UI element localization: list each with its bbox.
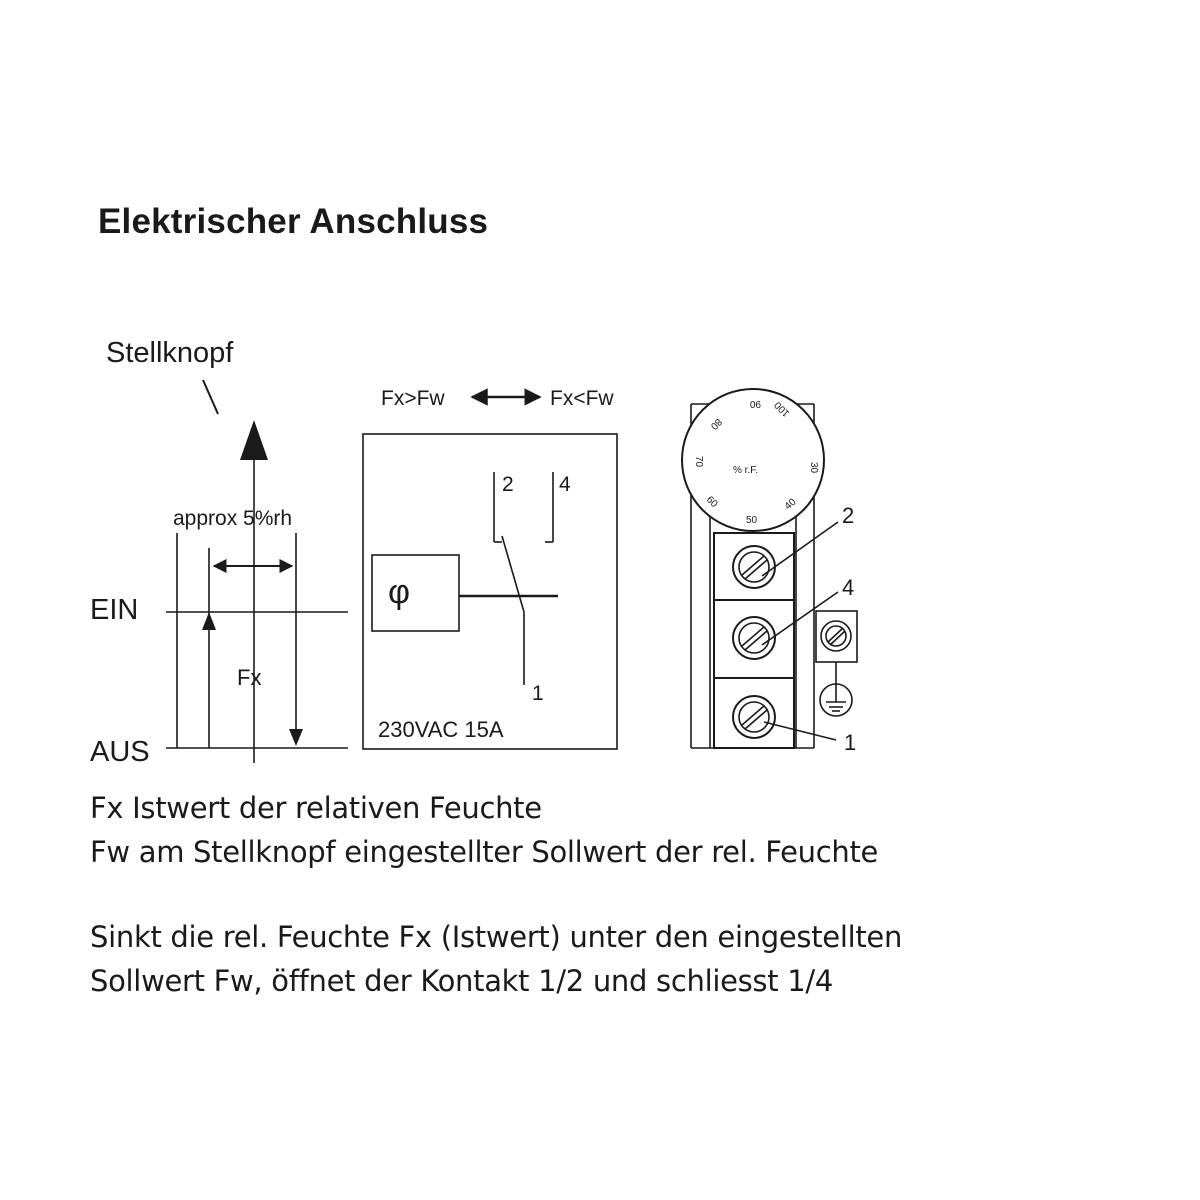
earth-terminal-screw[interactable] (821, 621, 851, 651)
hysteresis-diagram (90, 337, 348, 768)
on-arrow-head (202, 612, 216, 630)
off-arrow-head (289, 729, 303, 746)
dial-tick-label: 60 (703, 494, 720, 510)
dial-tick-label: 30 (808, 462, 819, 474)
legend-line: Fx Istwert der relativen Feuchte (90, 791, 542, 825)
dial-tick-label: 70 (693, 456, 704, 468)
contact-4-label: 4 (559, 473, 571, 496)
setpoint-up-arrow-head (240, 420, 268, 460)
description (90, 915, 902, 1003)
leader-line-2 (762, 522, 838, 576)
description-line: Sollwert Fw, öffnet der Kontakt 1/2 und schliesst 1/4 (90, 964, 834, 998)
dial-tick-label: 80 (708, 415, 724, 432)
on-state-label: EIN (90, 594, 139, 626)
terminal-screw-2[interactable] (733, 546, 775, 588)
fx-axis-label: Fx (237, 665, 262, 690)
description-line: Sinkt die rel. Feuchte Fx (Istwert) unter den eingestellten (90, 920, 903, 954)
dial-tick-label: 100 (772, 399, 793, 419)
terminal-label-4: 4 (842, 575, 855, 600)
contact-1-label: 1 (532, 682, 544, 705)
contact-2-label: 2 (502, 473, 514, 496)
humidity-sensor-box (372, 555, 459, 631)
hysteresis-label: approx 5%rh (173, 507, 293, 530)
off-state-label: AUS (90, 736, 150, 768)
terminal-screw-4[interactable] (733, 617, 775, 659)
knob-label: Stellknopf (106, 337, 234, 369)
earth-ground-icon (820, 662, 852, 716)
knob-pointer-line (203, 380, 218, 414)
device-illustration (682, 389, 857, 755)
dial-tick-label: 40 (782, 496, 799, 513)
dial-unit-label: % r.F. (733, 465, 759, 476)
circuit-schematic (363, 387, 617, 749)
legend-line: Fw am Stellknopf eingestellter Sollwert der rel. Feuchte (90, 835, 879, 869)
leader-line-1 (764, 722, 836, 740)
terminal-label-2: 2 (842, 503, 855, 528)
page-title: Elektrischer Anschluss (98, 202, 489, 241)
direction-right-label: Fx<Fw (550, 387, 614, 410)
switch-blade (502, 536, 524, 612)
dial-tick-label: 90 (749, 398, 761, 409)
legend (90, 786, 878, 874)
terminal-label-1: 1 (844, 730, 857, 755)
direction-left-label: Fx>Fw (381, 387, 445, 410)
dial-tick-label: 50 (746, 515, 758, 526)
terminal-screw-1[interactable] (733, 696, 775, 738)
rating-label: 230VAC 15A (378, 717, 504, 742)
humidity-sensor-symbol: φ (388, 573, 411, 611)
